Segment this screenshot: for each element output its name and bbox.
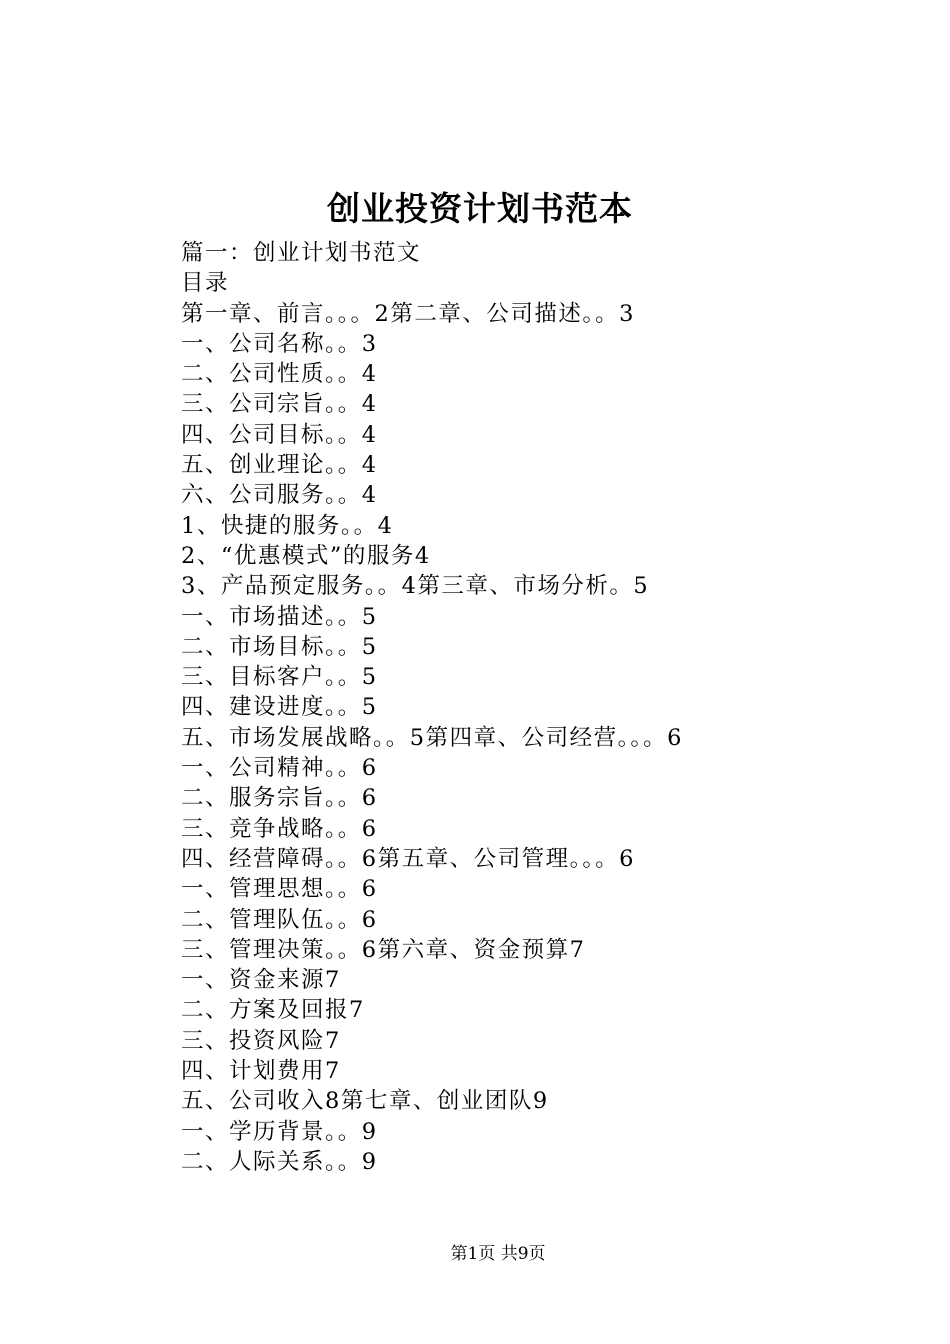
text-line: 一、资金来源7	[181, 967, 341, 994]
text-line: 三、目标客户。。5	[181, 664, 378, 691]
page-title: 创业投资计划书范本	[327, 189, 633, 228]
text-line: 三、公司宗旨。。4	[181, 391, 378, 418]
text-line: 一、市场描述。。5	[181, 603, 378, 630]
text-line: 六、公司服务。。4	[181, 482, 378, 509]
text-line: 3、产品预定服务。。4第三章、市场分析。5	[181, 573, 650, 600]
document-body	[181, 238, 901, 1177]
text-line: 五、创业理论。。4	[181, 452, 378, 479]
text-line: 四、公司目标。。4	[181, 421, 378, 448]
text-line: 三、管理决策。。6第六章、资金预算7	[181, 936, 586, 963]
text-line: 二、服务宗旨。。6	[181, 785, 378, 812]
text-line: 二、管理队伍。。6	[181, 906, 378, 933]
text-line: 目录	[181, 270, 230, 297]
text-line: 一、学历背景。。9	[181, 1118, 378, 1145]
text-line: 三、投资风险7	[181, 1027, 341, 1054]
text-line: 1、快捷的服务。。4	[181, 512, 394, 539]
text-line: 二、公司性质。。4	[181, 361, 378, 388]
text-line: 一、管理思想。。6	[181, 876, 378, 903]
text-line: 2、“优惠模式”的服务4	[181, 542, 431, 569]
text-line: 一、公司名称。。3	[181, 330, 378, 357]
text-line: 四、计划费用7	[181, 1058, 341, 1085]
text-line: 四、经营障碍。。6第五章、公司管理。。。6	[181, 845, 635, 872]
text-line: 一、公司精神。。6	[181, 755, 378, 782]
text-line: 四、建设进度。。5	[181, 694, 378, 721]
text-line: 五、公司收入8第七章、创业团队9	[181, 1088, 549, 1115]
text-line: 二、市场目标。。5	[181, 633, 378, 660]
text-line: 篇一：创业计划书范文	[181, 240, 422, 266]
text-line: 二、方案及回报7	[181, 997, 365, 1024]
text-line: 第一章、前言。。。2第二章、公司描述。。3	[181, 300, 635, 327]
page-footer: 第1页 共9页	[450, 1244, 546, 1264]
text-line: 二、人际关系。。9	[181, 1148, 378, 1175]
text-line: 三、竞争战略。。6	[181, 815, 378, 842]
text-line: 五、市场发展战略。。5第四章、公司经营。。。6	[181, 724, 683, 751]
